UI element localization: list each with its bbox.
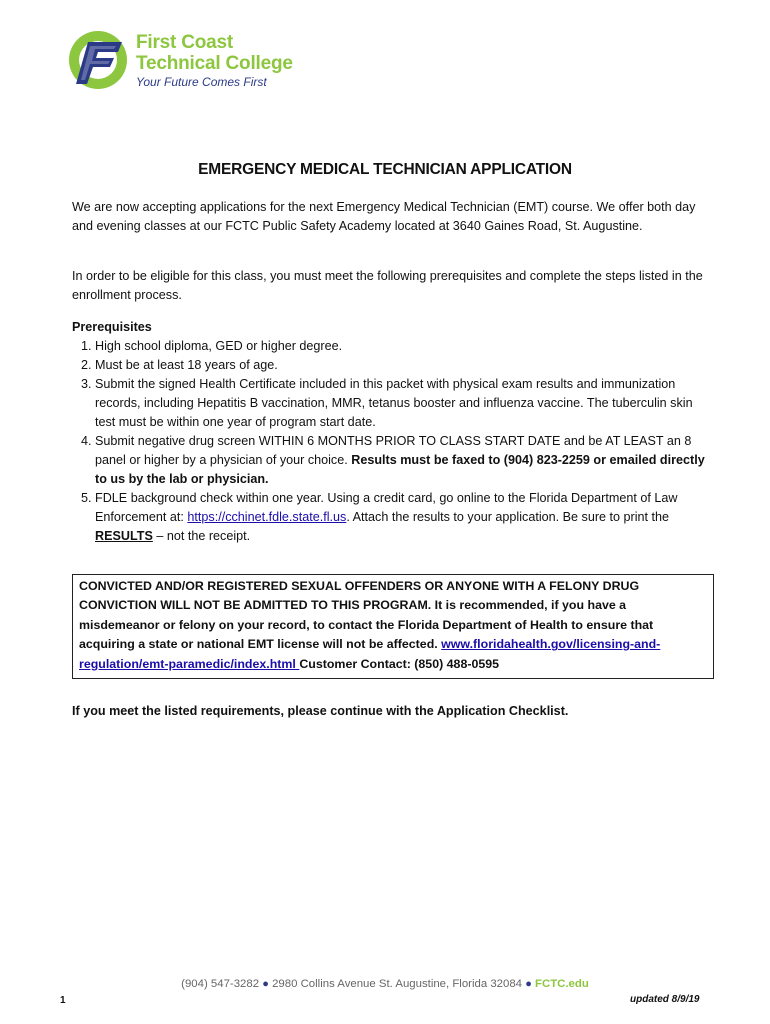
prerequisites-list xyxy=(72,337,712,546)
results-emphasis: RESULTS xyxy=(95,529,153,543)
prerequisites-section xyxy=(72,318,712,546)
prerequisite-item-5: 5. FDLE background check within one year. Using a credit card, go online to the Florida Department of Law Enforcement at: https://cchinet.fdle.state.fl.us. Attach the results to your application. Be sure to print the RESULTS – not the receipt. xyxy=(95,489,712,546)
customer-contact: Customer Contact: (850) 488-0595 xyxy=(299,656,500,671)
florida-health-link[interactable]: www.floridahealth.gov/licensing-and-regulation/emt-paramedic/index.html xyxy=(79,637,661,671)
prerequisite-item-4: 4. Submit negative drug screen WITHIN 6 MONTHS PRIOR TO CLASS START DATE and be AT LEAST an 8 panel or higher by a physician of your choice. Results must be faxed to (904) 823-2259 or emailed directly to us by the lab or physician. xyxy=(95,432,712,489)
page-number: 1 xyxy=(60,995,66,1006)
eligibility-paragraph: In order to be eligible for this class, you must meet the following prerequisites and complete the steps listed in the enrollment process. xyxy=(72,269,703,302)
fdle-link[interactable]: https://cchinet.fdle.state.fl.us xyxy=(187,510,347,524)
logo-line-2: Technical College xyxy=(136,53,293,74)
continue-instruction: If you meet the listed requirements, please continue with the Application Checklist. xyxy=(72,704,569,718)
bullet-dot-icon: ● xyxy=(525,978,532,990)
logo-tagline: Your Future Comes First xyxy=(136,75,267,89)
logo-line-1: First Coast xyxy=(136,32,234,53)
intro-paragraph: We are now accepting applications for the next Emergency Medical Technician (EMT) course. We offer both day and evening classes at our FCTC Public Safety Academy located at 3640 Gaines Road, St. Augustine. xyxy=(72,200,696,233)
fax-instructions: Results must be faxed to (904) 823-2259 or emailed directly to us by the lab or physician. xyxy=(95,453,705,486)
document-title: EMERGENCY MEDICAL TECHNICIAN APPLICATION xyxy=(198,161,572,178)
bullet-dot-icon: ● xyxy=(262,978,269,990)
updated-date: updated 8/9/19 xyxy=(630,994,700,1005)
page-footer xyxy=(0,978,770,990)
prerequisite-item-2: 2. Must be at least 18 years of age. xyxy=(95,356,712,375)
notice-text: CONVICTED AND/OR REGISTERED SEXUAL OFFENDERS OR ANYONE WITH A FELONY DRUG CONVICTION WILL NOT BE ADMITTED TO THIS PROGRAM. It is recommended, if you have a misdemeanor or felony on your record, to contact the Florida Department of Health to ensure that acquiring a state or national EMT license will not be affected. xyxy=(79,579,654,652)
footer-address: 2980 Collins Avenue St. Augustine, Florida 32084 xyxy=(272,978,523,990)
prerequisites-heading: Prerequisites xyxy=(72,320,152,334)
prerequisite-item-1: 1. High school diploma, GED or higher degree. xyxy=(95,337,712,356)
fctc-logo-mark-icon xyxy=(66,28,130,92)
footer-phone: (904) 547-3282 xyxy=(181,978,260,990)
felony-notice-box xyxy=(72,574,714,679)
footer-website-link[interactable]: FCTC.edu xyxy=(535,978,589,990)
college-logo xyxy=(66,28,336,92)
prerequisite-item-3: 3. Submit the signed Health Certificate included in this packet with physical exam results and immunization records, including Hepatitis B vaccination, MMR, tetanus booster and influenza vaccine. The tuberculin skin test must be within one year of program start date. xyxy=(95,375,712,432)
